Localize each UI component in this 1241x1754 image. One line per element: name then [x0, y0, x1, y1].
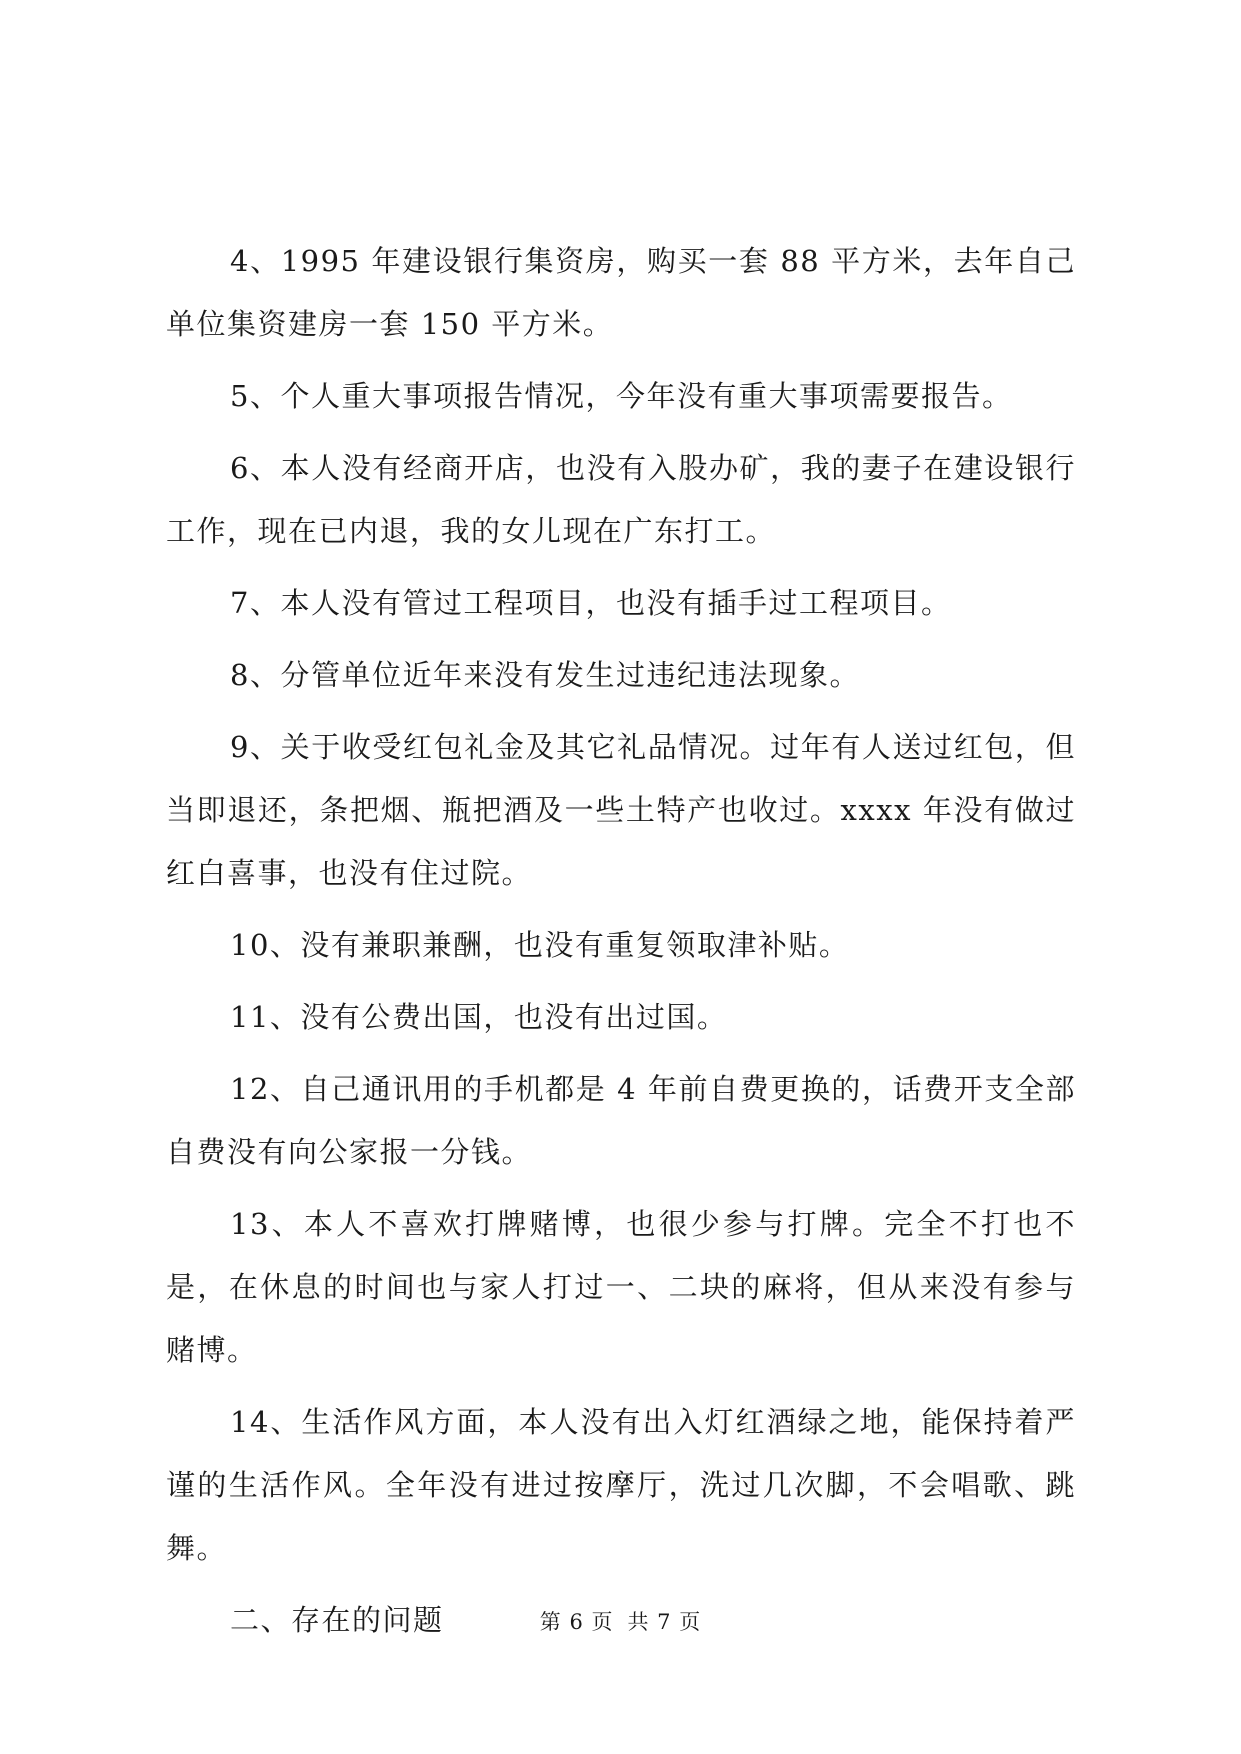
paragraph-item-9: 9、关于收受红包礼金及其它礼品情况。过年有人送过红包，但当即退还，条把烟、瓶把酒及一些土特产也收过。xxxx 年没有做过红白喜事，也没有住过院。 — [166, 730, 1076, 890]
section-heading: 二、存在的问题 — [230, 1603, 444, 1637]
document-body — [166, 230, 1076, 1661]
paragraph-item-7: 7、本人没有管过工程项目，也没有插手过工程项目。 — [230, 586, 952, 620]
paragraph-item-14: 14、生活作风方面，本人没有出入灯红酒绿之地，能保持着严谨的生活作风。全年没有进过按摩厅，洗过几次脚，不会唱歌、跳舞。 — [166, 1405, 1076, 1565]
paragraph-item-8: 8、分管单位近年来没有发生过违纪违法现象。 — [230, 658, 860, 692]
page-total: 共 7 页 — [627, 1610, 702, 1634]
page-footer — [0, 1606, 1241, 1636]
page-number: 第 6 页 — [539, 1610, 614, 1634]
paragraph-item-5: 5、个人重大事项报告情况，今年没有重大事项需要报告。 — [230, 379, 1013, 413]
paragraph-item-13: 13、本人不喜欢打牌赌博，也很少参与打牌。完全不打也不是，在休息的时间也与家人打过一、二块的麻将，但从来没有参与赌博。 — [166, 1207, 1076, 1367]
paragraph-item-12: 12、自己通讯用的手机都是 4 年前自费更换的，话费开支全部自费没有向公家报一分钱。 — [166, 1072, 1076, 1169]
paragraph-item-10: 10、没有兼职兼酬，也没有重复领取津补贴。 — [230, 928, 850, 962]
paragraph-item-4: 4、1995 年建设银行集资房，购买一套 88 平方米，去年自己单位集资建房一套 150 平方米。 — [166, 244, 1076, 341]
paragraph-item-6: 6、本人没有经商开店，也没有入股办矿，我的妻子在建设银行工作，现在已内退，我的女儿现在广东打工。 — [166, 451, 1076, 548]
paragraph-item-11: 11、没有公费出国，也没有出过国。 — [230, 1000, 728, 1034]
